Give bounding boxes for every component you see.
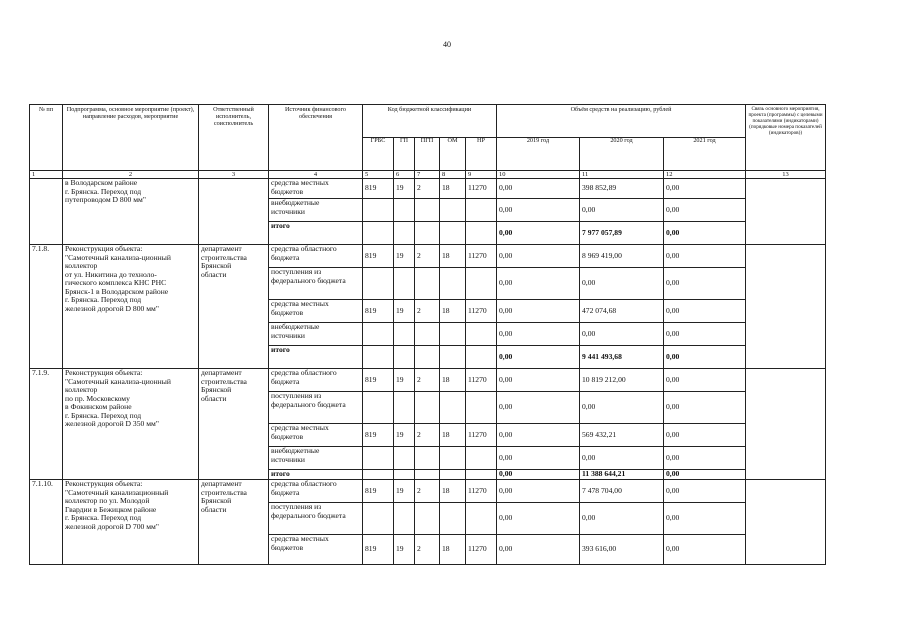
kbk-pgp: 2 [415,535,440,565]
text-line: итого [271,345,290,354]
text-line: бюджета [271,252,300,262]
col-index: 4 [269,171,363,179]
funding-source [269,346,363,369]
kbk-grbs: 819 [363,424,394,447]
text-line: Гвардии в Бежицком районе [65,504,157,514]
col-index: 8 [440,171,466,179]
text-line: коллектор [65,385,98,394]
table-row [30,480,826,503]
indicator-link [746,369,826,480]
kbk-pgp [415,447,440,470]
program-description [63,480,199,565]
amount-y2019: 0,00 [497,480,580,503]
col-index: 9 [466,171,497,179]
col-index: 7 [415,171,440,179]
kbk-om [440,199,466,222]
kbk-gp: 19 [394,535,415,565]
table-row [30,179,826,199]
text-line: г. Брянска. Переход под [65,410,142,420]
text-line: федерального бюджета [271,275,346,285]
kbk-om [440,323,466,346]
text-line: г. Брянска. Переход под [65,513,142,522]
amount-y2020: 398 852,89 [580,179,664,199]
funding-source [269,535,363,565]
text-line: "Самотечный канализа-ционный [65,376,171,386]
text-line: Брянской [201,261,232,270]
funding-source [269,245,363,268]
kbk-pgp [415,392,440,424]
text-line: "Самотечный канализационный [65,487,169,497]
col-index: 10 [497,171,580,179]
kbk-np [466,447,497,470]
amount-y2021: 0,00 [664,179,746,199]
executor [199,245,269,369]
text-line: бюджетов [271,542,304,552]
amount-y2019: 0,00 [497,535,580,565]
text-line: поступления из [271,267,322,276]
indicator-link [746,245,826,369]
text-line: строительства [201,252,247,262]
program-description [63,179,199,245]
text-line: коллектор [65,261,98,270]
col-index: 11 [580,171,664,179]
kbk-grbs [363,470,394,480]
kbk-om: 18 [440,179,466,199]
amount-y2020: 9 441 493,68 [580,346,664,369]
col-index: 12 [664,171,746,179]
kbk-grbs: 819 [363,535,394,565]
amount-y2019: 0,00 [497,300,580,323]
amount-y2020: 7 977 057,89 [580,222,664,245]
kbk-grbs [363,222,394,245]
amount-y2019: 0,00 [497,268,580,300]
text-line: департамент [201,244,242,253]
kbk-pgp: 2 [415,179,440,199]
text-line: в Фокинском районе [65,402,132,411]
amount-y2019: 0,00 [497,424,580,447]
header-2020: 2020 год [580,138,664,171]
amount-y2021: 0,00 [664,199,746,222]
amount-y2019: 0,00 [497,470,580,480]
kbk-np [466,346,497,369]
header-2019: 2019 год [497,138,580,171]
executor [199,480,269,565]
kbk-pgp: 2 [415,369,440,392]
text-line: средства областного [271,368,337,377]
funding-source [269,179,363,199]
amount-y2021: 0,00 [664,245,746,268]
text-line: коллектор по ул. Молодой [65,496,150,505]
header-pgp: ПГП [415,138,440,171]
kbk-grbs: 819 [363,480,394,503]
kbk-grbs [363,268,394,300]
text-line: средства местных [271,178,329,187]
text-line: гического комплекса КНС РНС [65,278,167,287]
amount-y2021: 0,00 [664,447,746,470]
col-index: 6 [394,171,415,179]
amount-y2020: 472 074,68 [580,300,664,323]
kbk-pgp [415,470,440,480]
row-number: 7.1.8. [30,245,63,369]
text-line: поступления из [271,391,322,400]
kbk-np [466,268,497,300]
text-line: от ул. Никитина до техноло- [65,269,157,279]
header-volume: Объём средств на реализацию, рублей [497,105,746,138]
text-line: области [201,269,227,279]
amount-y2019: 0,00 [497,392,580,424]
amount-y2019: 0,00 [497,323,580,346]
col-index: 5 [363,171,394,179]
header-2021: 2021 год [664,138,746,171]
kbk-np [466,470,497,480]
kbk-grbs [363,346,394,369]
column-index-row [30,171,826,179]
kbk-grbs: 819 [363,245,394,268]
text-line: итого [271,221,290,230]
kbk-grbs: 819 [363,300,394,323]
kbk-np: 11270 [466,424,497,447]
text-line: железной дорогой D 350 мм" [65,419,159,428]
text-line: области [201,393,227,403]
amount-y2020: 10 819 212,00 [580,369,664,392]
amount-y2019: 0,00 [497,199,580,222]
kbk-pgp [415,199,440,222]
text-line: источники [271,206,305,216]
col-index: 2 [63,171,199,179]
amount-y2020: 0,00 [580,268,664,300]
kbk-om [440,268,466,300]
text-line: средства местных [271,299,329,308]
amount-y2021: 0,00 [664,424,746,447]
kbk-pgp: 2 [415,300,440,323]
header-om: ОМ [440,138,466,171]
funding-source [269,480,363,503]
row-number [30,179,63,245]
header-link: Связь основного мероприятия, проекта (программы) с целевыми показателями (индикаторами) (порядковые номера показателей (индикаторов)) [746,105,826,171]
kbk-grbs: 819 [363,179,394,199]
kbk-gp [394,503,415,535]
kbk-om: 18 [440,424,466,447]
kbk-grbs [363,503,394,535]
kbk-gp: 19 [394,424,415,447]
indicator-link [746,480,826,565]
amount-y2020: 393 616,00 [580,535,664,565]
text-line: средства областного [271,479,337,488]
indicator-link [746,179,826,245]
kbk-om [440,447,466,470]
table-row [30,369,826,392]
kbk-om: 18 [440,245,466,268]
header-gp: ГП [394,138,415,171]
amount-y2021: 0,00 [664,480,746,503]
col-index: 1 [30,171,63,179]
text-line: департамент [201,368,242,377]
text-line: Брянск-1 в Володарском районе [65,286,169,296]
text-line: г. Брянска. Переход под [65,295,142,304]
kbk-grbs [363,199,394,222]
funding-source [269,392,363,424]
text-line: внебюджетные [271,322,320,331]
kbk-np: 11270 [466,480,497,503]
row-number: 7.1.10. [30,480,63,565]
kbk-om: 18 [440,369,466,392]
header-kbk: Код бюджетной классификации [363,105,497,138]
header-np: НР [466,138,497,171]
kbk-gp [394,470,415,480]
kbk-om: 18 [440,300,466,323]
executor [199,369,269,480]
text-line: Реконструкция объекта: [65,479,143,488]
text-line: по пр. Московскому [65,393,130,403]
text-line: средства областного [271,244,337,253]
text-line: бюджета [271,376,300,386]
amount-y2019: 0,00 [497,245,580,268]
text-line: внебюджетные [271,198,320,207]
header-source: Источник финансового обеспечения [269,105,363,171]
kbk-gp: 19 [394,245,415,268]
text-line: бюджетов [271,186,304,196]
amount-y2021: 0,00 [664,300,746,323]
amount-y2020: 0,00 [580,323,664,346]
kbk-gp: 19 [394,480,415,503]
kbk-grbs [363,392,394,424]
text-line: внебюджетные [271,446,320,455]
kbk-grbs [363,447,394,470]
kbk-grbs [363,323,394,346]
funding-source [269,447,363,470]
amount-y2019: 0,00 [497,369,580,392]
kbk-pgp [415,346,440,369]
amount-y2020: 0,00 [580,199,664,222]
amount-y2021: 0,00 [664,268,746,300]
kbk-om [440,392,466,424]
text-line: департамент [201,479,242,488]
text-line: Реконструкция объекта: [65,368,143,377]
page-number: 40 [443,40,451,49]
kbk-om [440,222,466,245]
funding-source [269,268,363,300]
text-line: бюджетов [271,307,304,317]
kbk-gp [394,199,415,222]
kbk-np [466,222,497,245]
text-line: бюджетов [271,431,304,441]
amount-y2020: 8 969 419,00 [580,245,664,268]
kbk-np [466,323,497,346]
kbk-grbs: 819 [363,369,394,392]
funding-source [269,323,363,346]
text-line: строительства [201,376,247,386]
text-line: строительства [201,487,247,497]
kbk-pgp [415,503,440,535]
amount-y2021: 0,00 [664,323,746,346]
header-grbs: ГРБС [363,138,394,171]
header-num: № пп [30,105,63,171]
text-line: итого [271,469,290,478]
program-description [63,245,199,369]
kbk-np: 11270 [466,369,497,392]
amount-y2021: 0,00 [664,535,746,565]
amount-y2020: 569 432,21 [580,424,664,447]
row-number: 7.1.9. [30,369,63,480]
funding-source [269,369,363,392]
amount-y2020: 0,00 [580,503,664,535]
kbk-gp: 19 [394,179,415,199]
kbk-gp [394,447,415,470]
text-line: области [201,504,227,514]
text-line: поступления из [271,502,322,511]
kbk-om [440,346,466,369]
text-line: федерального бюджета [271,510,346,520]
kbk-om: 18 [440,535,466,565]
funding-source [269,503,363,535]
kbk-np: 11270 [466,535,497,565]
amount-y2021: 0,00 [664,470,746,480]
text-line: средства местных [271,423,329,432]
kbk-np: 11270 [466,179,497,199]
kbk-np [466,199,497,222]
funding-source [269,222,363,245]
kbk-np: 11270 [466,300,497,323]
kbk-gp [394,222,415,245]
kbk-np [466,392,497,424]
amount-y2020: 7 478 704,00 [580,480,664,503]
amount-y2020: 0,00 [580,447,664,470]
funding-source [269,424,363,447]
kbk-gp: 19 [394,300,415,323]
text-line: железной дорогой D 700 мм" [65,521,159,531]
text-line: "Самотечный канализа-ционный [65,252,171,262]
kbk-pgp [415,323,440,346]
text-line: Брянской [201,496,232,505]
text-line: Реконструкция объекта: [65,244,143,253]
text-line: средства местных [271,534,329,543]
text-line: федерального бюджета [271,399,346,409]
kbk-gp [394,392,415,424]
kbk-om: 18 [440,480,466,503]
kbk-om [440,503,466,535]
amount-y2019: 0,00 [497,447,580,470]
text-line: источники [271,454,305,464]
kbk-np: 11270 [466,245,497,268]
text-line: путепроводом D 800 мм" [65,195,146,204]
amount-y2019: 0,00 [497,346,580,369]
header-program: Подпрограмма, основное мероприятие (проект), направление расходов, мероприятие [63,105,199,171]
kbk-gp: 19 [394,369,415,392]
amount-y2020: 0,00 [580,392,664,424]
amount-y2021: 0,00 [664,346,746,369]
amount-y2021: 0,00 [664,222,746,245]
kbk-pgp: 2 [415,480,440,503]
kbk-np [466,503,497,535]
kbk-pgp [415,268,440,300]
amount-y2019: 0,00 [497,179,580,199]
col-index: 13 [746,171,826,179]
kbk-gp [394,323,415,346]
executor [199,179,269,245]
kbk-om [440,470,466,480]
text-line: бюджета [271,487,300,497]
header-executor: Ответственный исполнитель, соисполнитель [199,105,269,171]
text-line: г. Брянска. Переход под [65,186,142,196]
kbk-pgp: 2 [415,245,440,268]
funding-source [269,470,363,480]
text-line: железной дорогой D 800 мм" [65,303,159,313]
kbk-gp [394,268,415,300]
budget-table [29,104,826,565]
kbk-pgp: 2 [415,424,440,447]
amount-y2021: 0,00 [664,369,746,392]
amount-y2020: 11 388 644,21 [580,470,664,480]
col-index: 3 [199,171,269,179]
funding-source [269,199,363,222]
text-line: Брянской [201,385,232,394]
funding-source [269,300,363,323]
table-row [30,245,826,268]
amount-y2021: 0,00 [664,503,746,535]
text-line: в Володарском районе [65,178,138,187]
amount-y2019: 0,00 [497,503,580,535]
kbk-gp [394,346,415,369]
program-description [63,369,199,480]
amount-y2019: 0,00 [497,222,580,245]
header-row [30,105,826,138]
kbk-pgp [415,222,440,245]
text-line: источники [271,330,305,340]
amount-y2021: 0,00 [664,392,746,424]
